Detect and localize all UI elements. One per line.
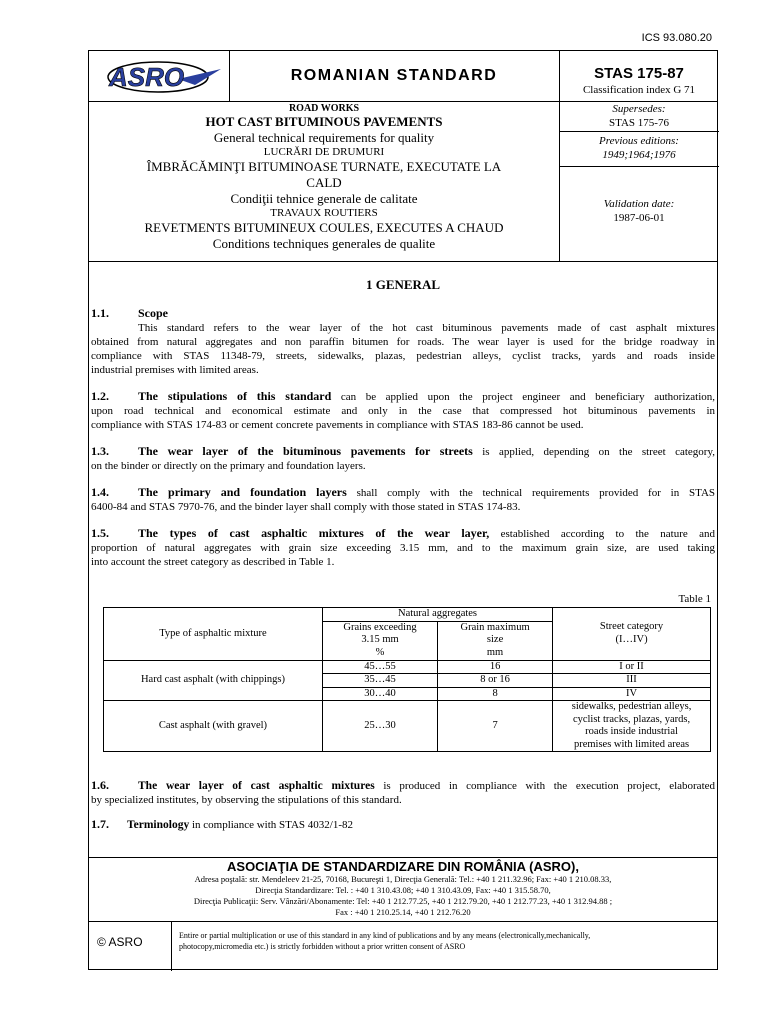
section-1-2-line-2: upon road technical and economical estimate and only in the case that compressed hot bituminous pavements in: [91, 405, 715, 417]
en-category: ROAD WORKS: [288, 103, 360, 114]
copyright-notice-line-1: Entire or partial multiplication or use of this standard in any kind of publications and by any means (electronically,mechanically,: [179, 931, 591, 940]
en-title: HOT CAST BITUMINOUS PAVEMENTS: [205, 114, 443, 129]
header-max-line-3: mm: [486, 646, 504, 658]
footer-address-1: Adresa poştală: str. Mendeleev 21-25, 70168, Bucureşti 1, Direcţia Generală: Tel.: +40 1 211.32.96; Fax: +40 1 210.08.33,: [194, 874, 612, 884]
section-1-3-line-2: on the binder or directly on the primary and foundation layers.: [91, 460, 366, 472]
header-street-line-2: (I…IV): [615, 633, 648, 645]
cell-grains: 25…30: [322, 701, 437, 752]
copyright-vdivider: [171, 921, 172, 971]
copyright: © ASRO: [97, 935, 143, 949]
footer-divider: [89, 857, 717, 858]
stas-number: STAS 175-87: [594, 65, 684, 82]
section-1-2-number: 1.2.: [91, 389, 109, 403]
cell-category: IV: [553, 687, 711, 701]
section-1-4-number: 1.4.: [91, 485, 109, 499]
previous-divider: [559, 166, 719, 167]
hard-asphalt-label: Hard cast asphalt (with chippings): [104, 660, 323, 701]
supersedes-divider: [559, 131, 719, 132]
header-grains-line-3: %: [375, 646, 385, 658]
section-1-5-title: The types of cast asphaltic mixtures of the wear layer,: [138, 526, 490, 540]
gravel-asphalt-label: Cast asphalt (with gravel): [104, 701, 323, 752]
section-1-3-line-1: is applied, depending on the street category,: [482, 446, 715, 458]
section-1-6: [91, 778, 715, 807]
section-1-3-number: 1.3.: [91, 444, 109, 458]
section-body: [91, 306, 715, 569]
header-max: [438, 621, 553, 660]
fr-title: REVETMENTS BITUMINEUX COULES, EXECUTES A CHAUD: [144, 220, 504, 235]
ics-code: ICS 93.080.20: [641, 32, 712, 44]
cell-max: 8: [438, 687, 553, 701]
section-1-7: [91, 817, 715, 832]
section-1-1-number: 1.1.: [91, 306, 109, 320]
asro-logo-graphic: [103, 57, 223, 97]
page-title: ROMANIAN STANDARD: [290, 67, 498, 84]
gravel-category-line-3: roads inside industrial: [585, 726, 678, 737]
footer-org: ASOCIAŢIA DE STANDARDIZARE DIN ROMÂNIA (ASRO),: [227, 859, 579, 874]
previous-editions-value: 1949;1964;1976: [602, 149, 676, 161]
footer-address-3: Direcţia Publicaţii: Serv. Vânzări/Abonamente: Tel: +40 1 212.77.25, +40 1 212.79.20, +40 1 212.77.23, +40 1 312.94.88 ;: [193, 896, 613, 906]
footer-address-2: Direcţia Standardizare: Tel. : +40 1 310.43.08; +40 1 310.43.09, Fax: +40 1 315.58.70,: [255, 885, 551, 895]
section-1-5-line-2: proportion of natural aggregates with grain size exceeding 3.15 mm, and to the maximum grain size, are used taking: [91, 542, 715, 554]
footer: [89, 859, 717, 918]
section-1-5: [91, 526, 715, 569]
section-1-2-title: The stipulations of this standard: [138, 389, 332, 403]
header-max-line-1: Grain maximum: [460, 621, 530, 633]
header-type: Type of asphaltic mixture: [104, 608, 323, 661]
section-1-7-line-1: in compliance with STAS 4032/1-82: [191, 819, 353, 831]
section-1-5-number: 1.5.: [91, 526, 109, 540]
section-1-6-line-1: is produced in compliance with the execution project, elaborated: [383, 780, 716, 792]
header-street-line-1: Street category: [599, 621, 664, 633]
section-1-5-line-3: into account the street category as described in Table 1.: [91, 556, 335, 568]
ro-category: LUCRĂRI DE DRUMURI: [263, 146, 385, 158]
section-1-6-number: 1.6.: [91, 778, 109, 792]
validation-date-label: Validation date:: [603, 198, 675, 210]
section-1-4-line-1: shall comply with the technical requirements provided for in STAS: [356, 487, 716, 499]
cell-grains: 45…55: [322, 660, 437, 674]
section-1-1-line-2: obtained from natural aggregates and non paraffin bitumen for roads. The wear layer is used for the bridge roadway in: [91, 336, 715, 348]
section-body-2: [91, 778, 715, 832]
title-block: [89, 103, 559, 252]
page-frame: [88, 50, 718, 970]
section-1-6-title: The wear layer of cast asphaltic mixtures: [138, 780, 375, 792]
table-row: [104, 660, 711, 674]
header-grains-line-2: 3.15 mm: [361, 634, 399, 646]
supersedes-value: STAS 175-76: [609, 117, 669, 129]
gravel-category-line-4: premises with limited areas: [573, 738, 690, 750]
copyright-divider: [89, 921, 717, 922]
ro-title-line-2: CALD: [306, 175, 342, 190]
cell-grains: 35…45: [322, 674, 437, 688]
previous-editions-label: Previous editions:: [599, 135, 679, 147]
section-1-1-line-3: compliance with STAS 11348-79, streets, sidewalks, plazas, pedestrian alleys, cyclist tracks, yards and roads inside: [91, 350, 715, 362]
section-1-1-line-1: This standard refers to the wear layer of the hot cast bituminous pavements made of cast asphalt mixtures: [138, 322, 715, 334]
section-1-2-line-1: can be applied upon the project engineer and beneficiary authorization,: [340, 391, 715, 403]
table-1: [103, 607, 711, 752]
header-natural: Natural aggregates: [322, 608, 552, 622]
cell-category: [553, 701, 711, 752]
section-1-1-line-4: industrial premises with limited areas.: [91, 364, 259, 376]
svg-text:ASRO: ASRO: [109, 62, 185, 92]
cell-category: III: [553, 674, 711, 688]
section-1-3: [91, 444, 715, 473]
section-1-4-line-2: 6400-84 and STAS 7970-76, and the binder layer shall comply with those stated in STAS 174-83.: [91, 501, 521, 513]
section-heading: 1 GENERAL: [365, 277, 441, 292]
footer-address-4: Fax : +40 1 210.25.14, +40 1 212.76.20: [335, 907, 471, 917]
fr-subtitle: Conditions techniques generales de qualite: [212, 236, 436, 251]
header-grains-line-1: Grains exceeding: [343, 621, 417, 633]
gravel-category-line-1: sidewalks, pedestrian alleys,: [571, 701, 692, 712]
fr-category: TRAVAUX ROUTIERS: [270, 207, 378, 219]
header-max-line-2: size: [486, 634, 504, 646]
ro-subtitle: Condiţii tehnice generale de calitate: [230, 191, 418, 206]
table-header-row: [104, 608, 711, 622]
cell-category: I or II: [553, 660, 711, 674]
section-1-7-number: 1.7.: [91, 817, 109, 831]
en-subtitle: General technical requirements for quality: [213, 130, 435, 145]
section-1-6-line-2: by specialized institutes, by observing the stipulations of this standard.: [91, 794, 402, 806]
cell-max: 7: [438, 701, 553, 752]
header-grains: [322, 621, 437, 660]
copyright-notice: [179, 930, 715, 952]
classification-index: Classification index G 71: [582, 84, 696, 96]
title-divider: [89, 261, 717, 262]
section-1-1-title: Scope: [138, 306, 168, 320]
copyright-notice-line-2: photocopy,micromedia etc.) is strictly forbidden without a prior written consent of ASRO: [179, 942, 466, 951]
section-1-3-title: The wear layer of the bituminous pavements for streets: [138, 444, 473, 458]
ro-title-line-1: ÎMBRĂCĂMINŢI BITUMINOASE TURNATE, EXECUTATE LA: [146, 159, 502, 174]
header-divider: [89, 101, 717, 102]
validation-date-value: 1987-06-01: [613, 212, 665, 224]
section-1-4: [91, 485, 715, 514]
table-caption: Table 1: [678, 593, 711, 605]
cell-max: 8 or 16: [438, 674, 553, 688]
section-1-1: [91, 306, 715, 377]
header-street: [553, 608, 711, 661]
gravel-category-line-2: cyclist tracks, plazas, yards,: [572, 713, 691, 725]
section-1-7-title: Terminology: [127, 819, 190, 831]
section-1-4-title: The primary and foundation layers: [138, 485, 347, 499]
asro-logo: [103, 57, 223, 97]
section-1-5-line-1: established according to the nature and: [500, 528, 715, 540]
cell-grains: 30…40: [322, 687, 437, 701]
section-1-2-line-3: compliance with STAS 174-83 or cement concrete pavements in compliance with STAS 183-86 cannot be used.: [91, 419, 584, 431]
supersedes-label: Supersedes:: [612, 103, 666, 115]
table-row: [104, 701, 711, 752]
cell-max: 16: [438, 660, 553, 674]
section-1-2: [91, 389, 715, 432]
